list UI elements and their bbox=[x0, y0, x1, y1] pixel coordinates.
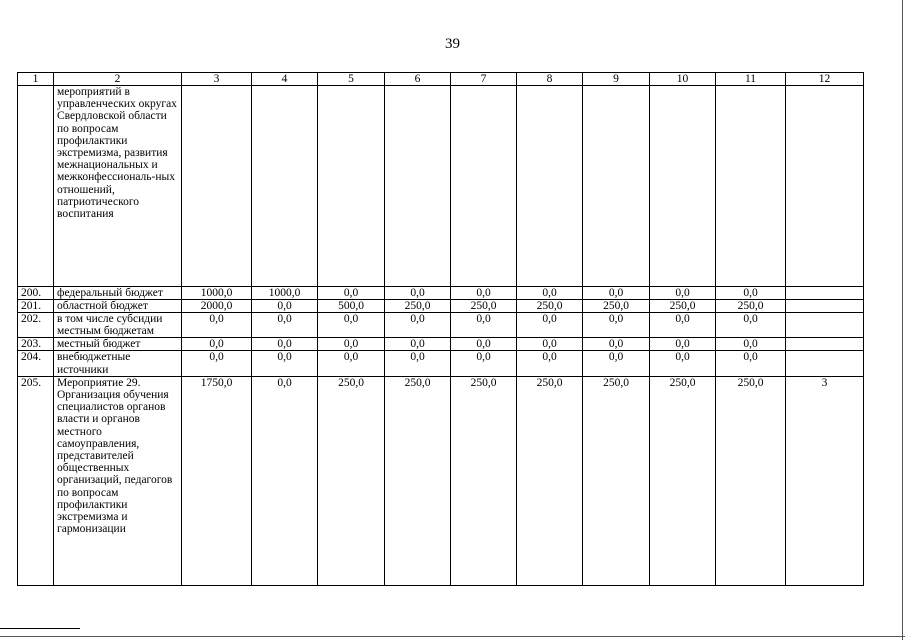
value-cell: 250,0 bbox=[716, 376, 786, 585]
row-number-cell: 200. bbox=[18, 287, 54, 300]
value-cell: 0,0 bbox=[182, 313, 252, 338]
value-cell bbox=[786, 300, 864, 313]
row-name-cell: Мероприятие 29. Организация обучения специалистов органов власти и органов местного самоуправления, представителей общественных организаций, педагогов по вопросам профилактики экстремизма и гармонизации bbox=[54, 376, 182, 585]
column-header: 7 bbox=[451, 73, 517, 86]
column-header: 2 bbox=[54, 73, 182, 86]
value-cell: 0,0 bbox=[318, 313, 385, 338]
value-cell: 0,0 bbox=[517, 313, 583, 338]
table-row bbox=[18, 338, 864, 351]
value-cell bbox=[786, 351, 864, 376]
value-cell: 0,0 bbox=[252, 300, 318, 313]
value-cell: 0,0 bbox=[650, 287, 716, 300]
value-cell: 0,0 bbox=[385, 351, 451, 376]
value-cell: 0,0 bbox=[716, 313, 786, 338]
column-header: 10 bbox=[650, 73, 716, 86]
value-cell: 0,0 bbox=[318, 351, 385, 376]
column-header-row bbox=[18, 73, 864, 86]
value-cell: 500,0 bbox=[318, 300, 385, 313]
column-header: 12 bbox=[786, 73, 864, 86]
value-cell: 0,0 bbox=[252, 313, 318, 338]
value-cell: 0,0 bbox=[650, 338, 716, 351]
value-cell: 0,0 bbox=[650, 313, 716, 338]
footnote-separator bbox=[0, 628, 80, 629]
column-header: 4 bbox=[252, 73, 318, 86]
column-header: 1 bbox=[18, 73, 54, 86]
value-cell: 0,0 bbox=[650, 351, 716, 376]
value-cell: 250,0 bbox=[650, 376, 716, 585]
row-name-cell: федеральный бюджет bbox=[54, 287, 182, 300]
row-name-cell: областной бюджет bbox=[54, 300, 182, 313]
column-header: 5 bbox=[318, 73, 385, 86]
value-cell: 1000,0 bbox=[182, 287, 252, 300]
value-cell: 0,0 bbox=[385, 287, 451, 300]
value-cell: 0,0 bbox=[252, 338, 318, 351]
column-header: 6 bbox=[385, 73, 451, 86]
value-cell: 0,0 bbox=[583, 313, 650, 338]
value-cell: 0,0 bbox=[583, 351, 650, 376]
value-cell: 0,0 bbox=[385, 338, 451, 351]
value-cell: 1000,0 bbox=[252, 287, 318, 300]
row-name-cell: в том числе субсидии местным бюджетам bbox=[54, 313, 182, 338]
table-row bbox=[18, 313, 864, 338]
value-cell: 0,0 bbox=[252, 376, 318, 585]
value-cell: 250,0 bbox=[517, 376, 583, 585]
value-cell: 0,0 bbox=[451, 338, 517, 351]
budget-table bbox=[17, 72, 864, 586]
row-number-cell: 203. bbox=[18, 338, 54, 351]
value-cell: 250,0 bbox=[650, 300, 716, 313]
value-cell: 0,0 bbox=[716, 338, 786, 351]
value-cell: 0,0 bbox=[517, 338, 583, 351]
row-name-cell: внебюджетные источники bbox=[54, 351, 182, 376]
value-cell: 0,0 bbox=[451, 351, 517, 376]
column-header: 3 bbox=[182, 73, 252, 86]
value-cell: 250,0 bbox=[451, 300, 517, 313]
value-cell: 250,0 bbox=[318, 376, 385, 585]
table-row bbox=[18, 86, 864, 287]
value-cell: 0,0 bbox=[252, 351, 318, 376]
scan-border-right bbox=[902, 0, 903, 640]
table-row bbox=[18, 300, 864, 313]
table-row bbox=[18, 376, 864, 585]
value-cell: 0,0 bbox=[716, 351, 786, 376]
value-cell: 1750,0 bbox=[182, 376, 252, 585]
row-number-cell bbox=[18, 86, 54, 287]
row-number-cell: 201. bbox=[18, 300, 54, 313]
value-cell: 250,0 bbox=[583, 300, 650, 313]
value-cell bbox=[786, 338, 864, 351]
value-cell bbox=[786, 313, 864, 338]
value-cell: 3 bbox=[786, 376, 864, 585]
row-number-cell: 204. bbox=[18, 351, 54, 376]
table-row bbox=[18, 351, 864, 376]
value-cell: 0,0 bbox=[182, 351, 252, 376]
value-cell bbox=[786, 287, 864, 300]
row-name-cell: мероприятий в управленческих округах Свердловской области по вопросам профилактики экстремизма, развития межнациональных и межконфессиональ-ных отношений, патриотического воспитания bbox=[54, 86, 182, 287]
row-number-cell: 205. bbox=[18, 376, 54, 585]
value-cell: 250,0 bbox=[583, 376, 650, 585]
value-cell: 0,0 bbox=[583, 287, 650, 300]
value-cell: 0,0 bbox=[451, 313, 517, 338]
value-cell: 250,0 bbox=[385, 300, 451, 313]
value-cell: 0,0 bbox=[318, 338, 385, 351]
column-header: 9 bbox=[583, 73, 650, 86]
value-cell: 0,0 bbox=[517, 351, 583, 376]
value-cell: 0,0 bbox=[182, 338, 252, 351]
scan-border-bottom bbox=[0, 636, 905, 637]
row-number-cell: 202. bbox=[18, 313, 54, 338]
value-cell: 250,0 bbox=[716, 300, 786, 313]
column-header: 11 bbox=[716, 73, 786, 86]
page-number: 39 bbox=[445, 36, 460, 52]
value-cell: 250,0 bbox=[517, 300, 583, 313]
value-cell: 0,0 bbox=[517, 287, 583, 300]
table-row bbox=[18, 287, 864, 300]
value-cell: 0,0 bbox=[451, 287, 517, 300]
value-cell: 0,0 bbox=[385, 313, 451, 338]
value-cell: 250,0 bbox=[385, 376, 451, 585]
value-cell: 0,0 bbox=[583, 338, 650, 351]
value-cell: 250,0 bbox=[451, 376, 517, 585]
column-header: 8 bbox=[517, 73, 583, 86]
row-name-cell: местный бюджет bbox=[54, 338, 182, 351]
value-cell: 2000,0 bbox=[182, 300, 252, 313]
value-cell: 0,0 bbox=[716, 287, 786, 300]
value-cell: 0,0 bbox=[318, 287, 385, 300]
